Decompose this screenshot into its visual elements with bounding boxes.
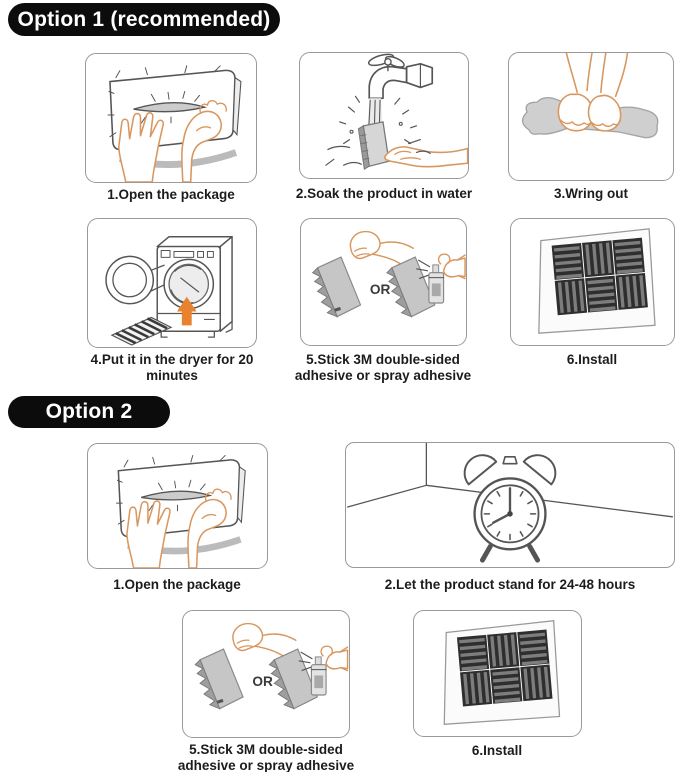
step-caption: 5.Stick 3M double-sided adhesive or spray adhesive: [177, 742, 355, 772]
open-package-icon: [88, 444, 267, 568]
step-caption: 1.Open the package: [107, 187, 235, 202]
step-box: [345, 442, 675, 568]
step-box: [85, 53, 257, 183]
step-box: [182, 610, 350, 738]
option2-heading: Option 2: [8, 396, 170, 428]
step-box: [413, 610, 582, 737]
open-package-icon: [86, 54, 256, 182]
step-caption: 1.Open the package: [113, 577, 241, 592]
adhesive-or-spray-icon: [301, 219, 466, 345]
step-box: [300, 218, 467, 346]
step-box: [510, 218, 675, 346]
wring-out-icon: [509, 53, 673, 180]
step-caption: 5.Stick 3M double-sided adhesive or spray adhesive: [294, 352, 472, 383]
step-caption: 2.Soak the product in water: [295, 186, 473, 201]
step-caption: 2.Let the product stand for 24-48 hours: [384, 577, 636, 592]
step-box: [299, 52, 469, 179]
step-caption: 3.Wring out: [554, 186, 628, 201]
option1-heading: Option 1 (recommended): [8, 3, 280, 36]
adhesive-or-spray-icon: [183, 611, 349, 737]
step-caption: 4.Put it in the dryer for 20 minutes: [90, 352, 254, 383]
alarm-clock-room-icon: [346, 443, 674, 567]
tumble-dryer-icon: [88, 219, 256, 347]
step-caption: 6.Install: [471, 743, 523, 758]
step-box: [87, 443, 268, 569]
step-box: [87, 218, 257, 348]
installed-panels-icon: [414, 611, 581, 736]
installed-panels-icon: [511, 219, 674, 345]
soak-under-faucet-icon: [300, 53, 468, 178]
step-caption: 6.Install: [566, 352, 618, 367]
step-box: [508, 52, 674, 181]
